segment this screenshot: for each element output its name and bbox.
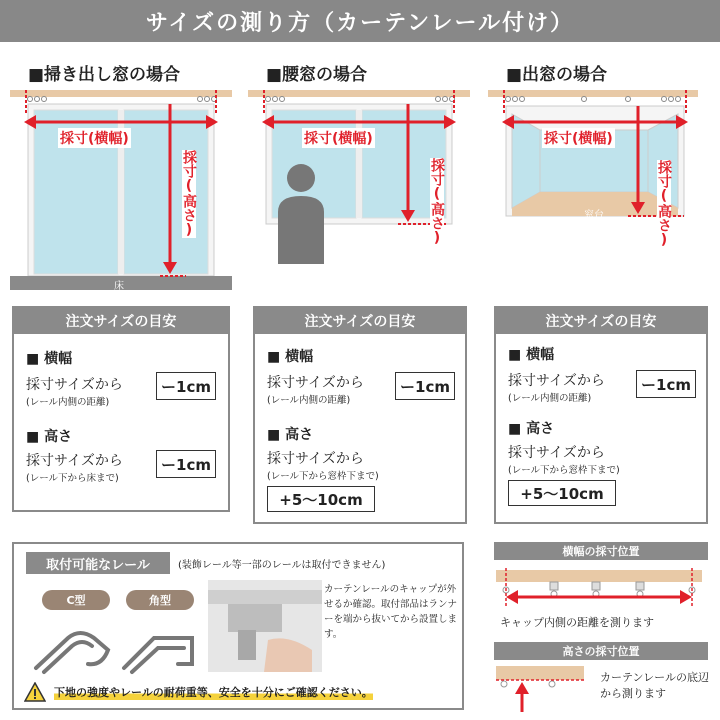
rails-note: (装飾レール等一部のレールは取付できません) (178, 560, 386, 571)
width-position-diagram (492, 564, 710, 612)
order-panel-head: 注文サイズの目安 (255, 308, 465, 334)
section-title-waist-window: ■腰窓の場合 (266, 65, 368, 85)
order-panel-bay (494, 306, 708, 524)
c-type-badge: C型 (42, 590, 110, 610)
waist-height-label: 採寸(高さ) (429, 158, 445, 246)
curtain-rail (488, 90, 698, 97)
sliding-window-illustration (10, 84, 235, 294)
width-bullet: ■ 横幅 (26, 351, 73, 367)
height-position-title: 高さの採寸位置 (494, 642, 708, 660)
width-main-text: 採寸サイズから (267, 375, 364, 391)
order-panel-waist (253, 306, 467, 524)
bay-window-illustration (488, 84, 713, 254)
width-main-text: 採寸サイズから (26, 377, 123, 393)
width-adjust-value: ー1cm (636, 370, 696, 398)
section-title-bay-window: ■出窓の場合 (506, 65, 608, 85)
width-adjust-value: ー1cm (395, 372, 455, 400)
order-panel-head: 注文サイズの目安 (496, 308, 706, 334)
width-sub-text: (レール内側の距離) (26, 397, 110, 408)
rails-panel (12, 542, 464, 710)
sill-label: 窓台 (584, 210, 604, 221)
height-main-text: 採寸サイズから (508, 445, 605, 461)
height-main-text: 採寸サイズから (26, 453, 123, 469)
bay-width-label: 採寸(横幅) (542, 128, 615, 148)
rail-profiles (28, 616, 204, 676)
width-main-text: 採寸サイズから (508, 373, 605, 389)
width-adjust-value: ー1cm (156, 372, 216, 400)
section-title-sliding-window: ■掃き出し窓の場合 (28, 65, 181, 85)
order-panel-head: 注文サイズの目安 (14, 308, 228, 334)
warning-bar (24, 680, 452, 704)
height-main-text: 採寸サイズから (267, 451, 364, 467)
rail-photo (208, 580, 322, 672)
height-bullet: ■ 高さ (508, 421, 555, 437)
warning-text: 下地の強度やレールの耐荷重等、安全を十分にご確認ください。 (54, 686, 373, 699)
rails-title: 取付可能なレール (26, 552, 170, 574)
sliding-width-label: 採寸(横幅) (58, 128, 131, 148)
width-position-title: 横幅の採寸位置 (494, 542, 708, 560)
rails-description: カーテンレールのキャップが外せるか確認。取付部品はランナーを端から抜いてから設置します。 (324, 584, 458, 640)
curtain-rail (10, 90, 232, 97)
order-panel-sliding (12, 306, 230, 512)
height-position-diagram (492, 662, 592, 714)
height-sub-text: (レール下から窓枠下まで) (508, 465, 620, 476)
height-sub-text: (レール下から床まで) (26, 473, 119, 484)
width-sub-text: (レール内側の距離) (267, 395, 351, 406)
sliding-height-label: 採寸(高さ) (181, 150, 197, 238)
waist-width-label: 採寸(横幅) (302, 128, 375, 148)
height-bullet: ■ 高さ (26, 429, 73, 445)
width-bullet: ■ 横幅 (508, 347, 555, 363)
floor-label: 床 (114, 281, 124, 292)
square-rail-profile-icon (124, 638, 192, 672)
height-position-caption: カーテンレールの底辺から測ります (600, 671, 709, 700)
height-adjust-value: +5〜10cm (508, 480, 616, 506)
c-rail-profile-icon (36, 633, 108, 672)
width-sub-text: (レール内側の距離) (508, 393, 592, 404)
height-adjust-value: ー1cm (156, 450, 216, 478)
width-bullet: ■ 横幅 (267, 349, 314, 365)
height-sub-text: (レール下から窓枠下まで) (267, 471, 379, 482)
warning-icon (24, 682, 46, 702)
height-bullet: ■ 高さ (267, 427, 314, 443)
page-title: サイズの測り方（カーテンレール付け） (0, 0, 720, 42)
height-adjust-value: +5〜10cm (267, 486, 375, 512)
width-position-caption: キャップ内側の距離を測ります (500, 616, 654, 629)
square-type-badge: 角型 (126, 590, 194, 610)
bay-height-label: 採寸(高さ) (656, 160, 672, 248)
curtain-rail (248, 90, 470, 97)
